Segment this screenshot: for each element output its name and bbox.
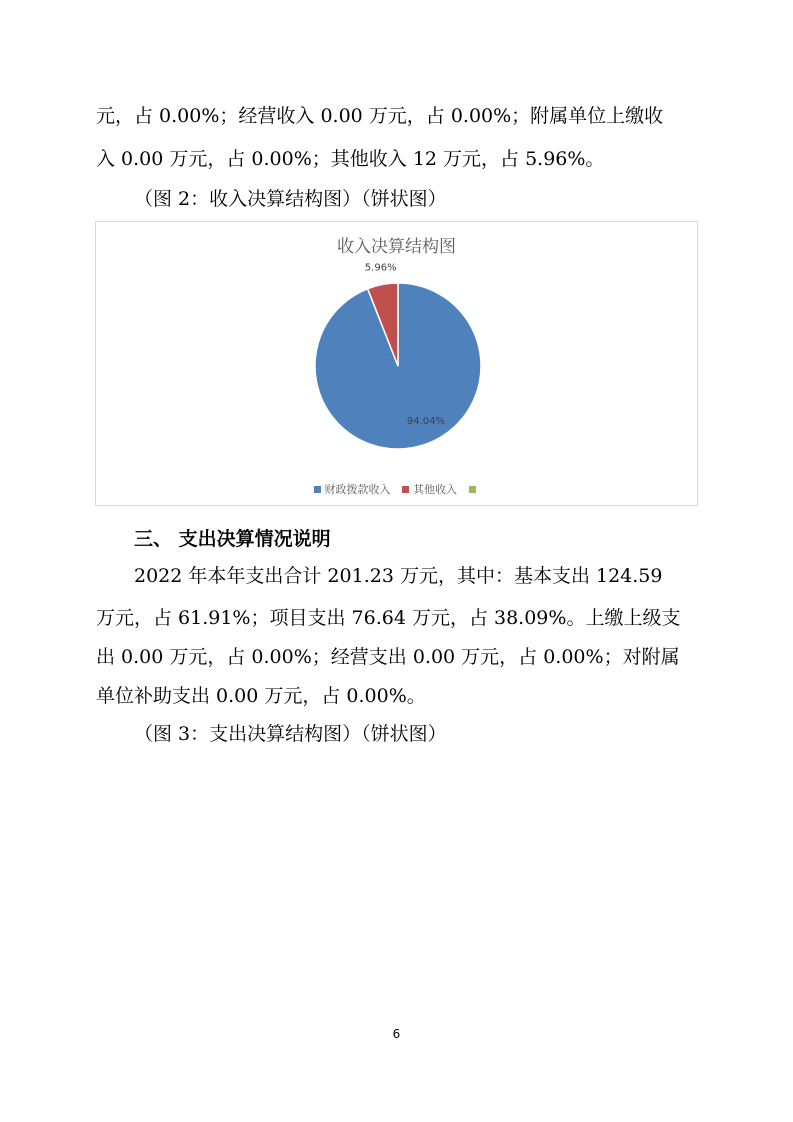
paragraph-line: 入 0.00 万元，占 0.00%；其他收入 12 万元，占 5.96%。 [96, 148, 605, 170]
figure-caption: （图 3：支出决算结构图）（饼状图） [134, 723, 447, 745]
figure-caption: （图 2：收入决算结构图）（饼状图） [134, 188, 447, 210]
paragraph-line: 元，占 0.00%；经营收入 0.00 万元，占 0.00%；附属单位上缴收 [96, 105, 664, 127]
income-pie-chart [95, 221, 698, 506]
pie-data-label: 5.96% [364, 262, 397, 274]
section-heading: 三、 支出决算情况说明 [134, 528, 331, 550]
pie-data-label: 94.04% [406, 416, 446, 427]
legend-label: 财政拨款收入 [324, 483, 391, 496]
legend-swatch [402, 486, 409, 493]
legend-item [402, 481, 457, 497]
paragraph-line: 万元，占 61.91%；项目支出 76.64 万元，占 38.09%。上缴上级支 [96, 607, 681, 629]
legend-label: 其他收入 [413, 483, 457, 496]
legend-swatch [469, 486, 476, 493]
paragraph-line: 单位补助支出 0.00 万元，占 0.00%。 [96, 685, 426, 707]
legend-item [314, 481, 391, 497]
chart-legend [96, 481, 697, 497]
page-number: 6 [392, 1027, 401, 1041]
legend-swatch [314, 486, 321, 493]
chart-title: 收入决算结构图 [337, 237, 456, 257]
legend-item [469, 483, 480, 496]
paragraph-line: 2022 年本年支出合计 201.23 万元，其中：基本支出 124.59 [134, 565, 663, 587]
paragraph-line: 出 0.00 万元，占 0.00%；经营支出 0.00 万元，占 0.00%；对附属 [96, 646, 680, 668]
pie-canvas [96, 222, 699, 507]
